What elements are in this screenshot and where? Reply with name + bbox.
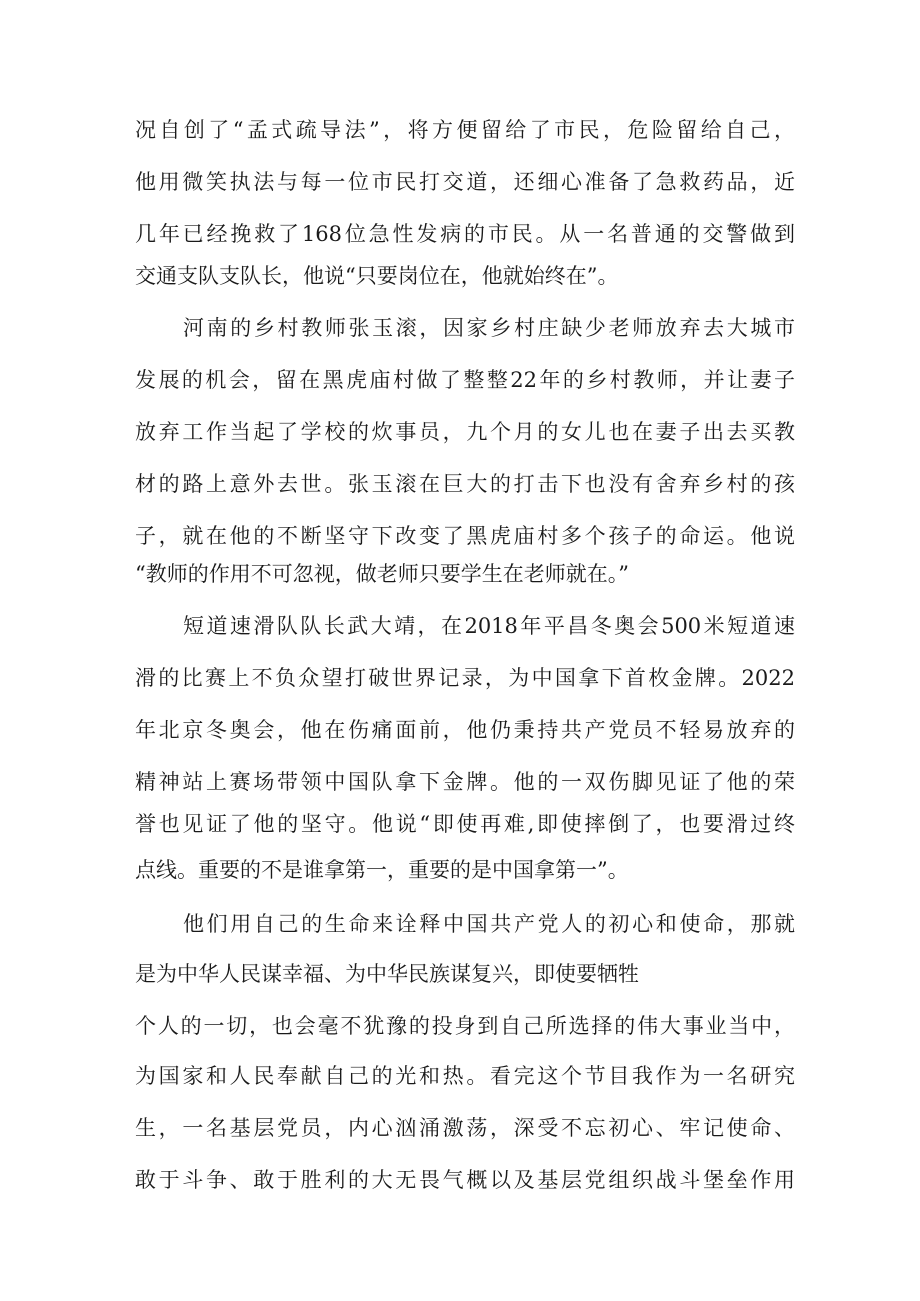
text-line: 个人的一切，也会毫不犹豫的投身到自己所选择的伟大事业当中， [135, 1014, 795, 1038]
paragraph-first-line: 他们用自己的生命来诠释中国共产党人的初心和使命，那就 [183, 912, 795, 936]
text-line: 况自创了“孟式疏导法”，将方便留给了市民，危险留给自己， [135, 118, 795, 142]
text-line: 发展的机会，留在黑虎庙村做了整整22年的乡村教师，并让妻子 [135, 368, 795, 392]
text-line: 精神站上赛场带领中国队拿下金牌。他的一双伤脚见证了他的荣 [135, 770, 795, 794]
text-line: 为国家和人民奉献自己的光和热。看完这个节目我作为一名研究 [135, 1064, 795, 1088]
text-line: 几年已经挽救了168位急性发病的市民。从一名普通的交警做到 [135, 222, 795, 246]
paragraph-first-line: 河南的乡村教师张玉滚，因家乡村庄缺少老师放弃去大城市 [183, 316, 795, 340]
text-line: 是为中华人民谋幸福、为中华民族谋复兴，即使要牺牲 [135, 962, 639, 986]
text-line: 材的路上意外去世。张玉滚在巨大的打击下也没有舍弃乡村的孩 [135, 472, 795, 496]
text-line: 放弃工作当起了学校的炊事员，九个月的女儿也在妻子出去买教 [135, 420, 795, 444]
text-line: 他用微笑执法与每一位市民打交道，还细心准备了急救药品，近 [135, 170, 795, 194]
text-line: 誉也见证了他的坚守。他说“即使再难,即使摔倒了，也要滑过终 [135, 812, 795, 836]
text-line: 敢于斗争、敢于胜利的大无畏气概以及基层党组织战斗堡垒作用 [135, 1168, 795, 1192]
text-line: 交通支队支队长，他说“只要岗位在，他就始终在”。 [135, 264, 619, 288]
text-line: 滑的比赛上不负众望打破世界记录，为中国拿下首枚金牌。2022 [135, 666, 795, 690]
paragraph-first-line: 短道速滑队队长武大靖，在2018年平昌冬奥会500米短道速 [183, 614, 795, 638]
text-line: 生，一名基层党员，内心汹涌激荡，深受不忘初心、牢记使命、 [135, 1116, 795, 1140]
text-line: “教师的作用不可忽视，做老师只要学生在老师就在。” [135, 562, 629, 586]
text-line: 点线。重要的不是谁拿第一，重要的是中国拿第一”。 [135, 858, 629, 882]
text-line: 年北京冬奥会，他在伤痛面前，他仍秉持共产党员不轻易放弃的 [135, 718, 795, 742]
text-line: 子，就在他的不断坚守下改变了黑虎庙村多个孩子的命运。他说 [135, 524, 795, 548]
